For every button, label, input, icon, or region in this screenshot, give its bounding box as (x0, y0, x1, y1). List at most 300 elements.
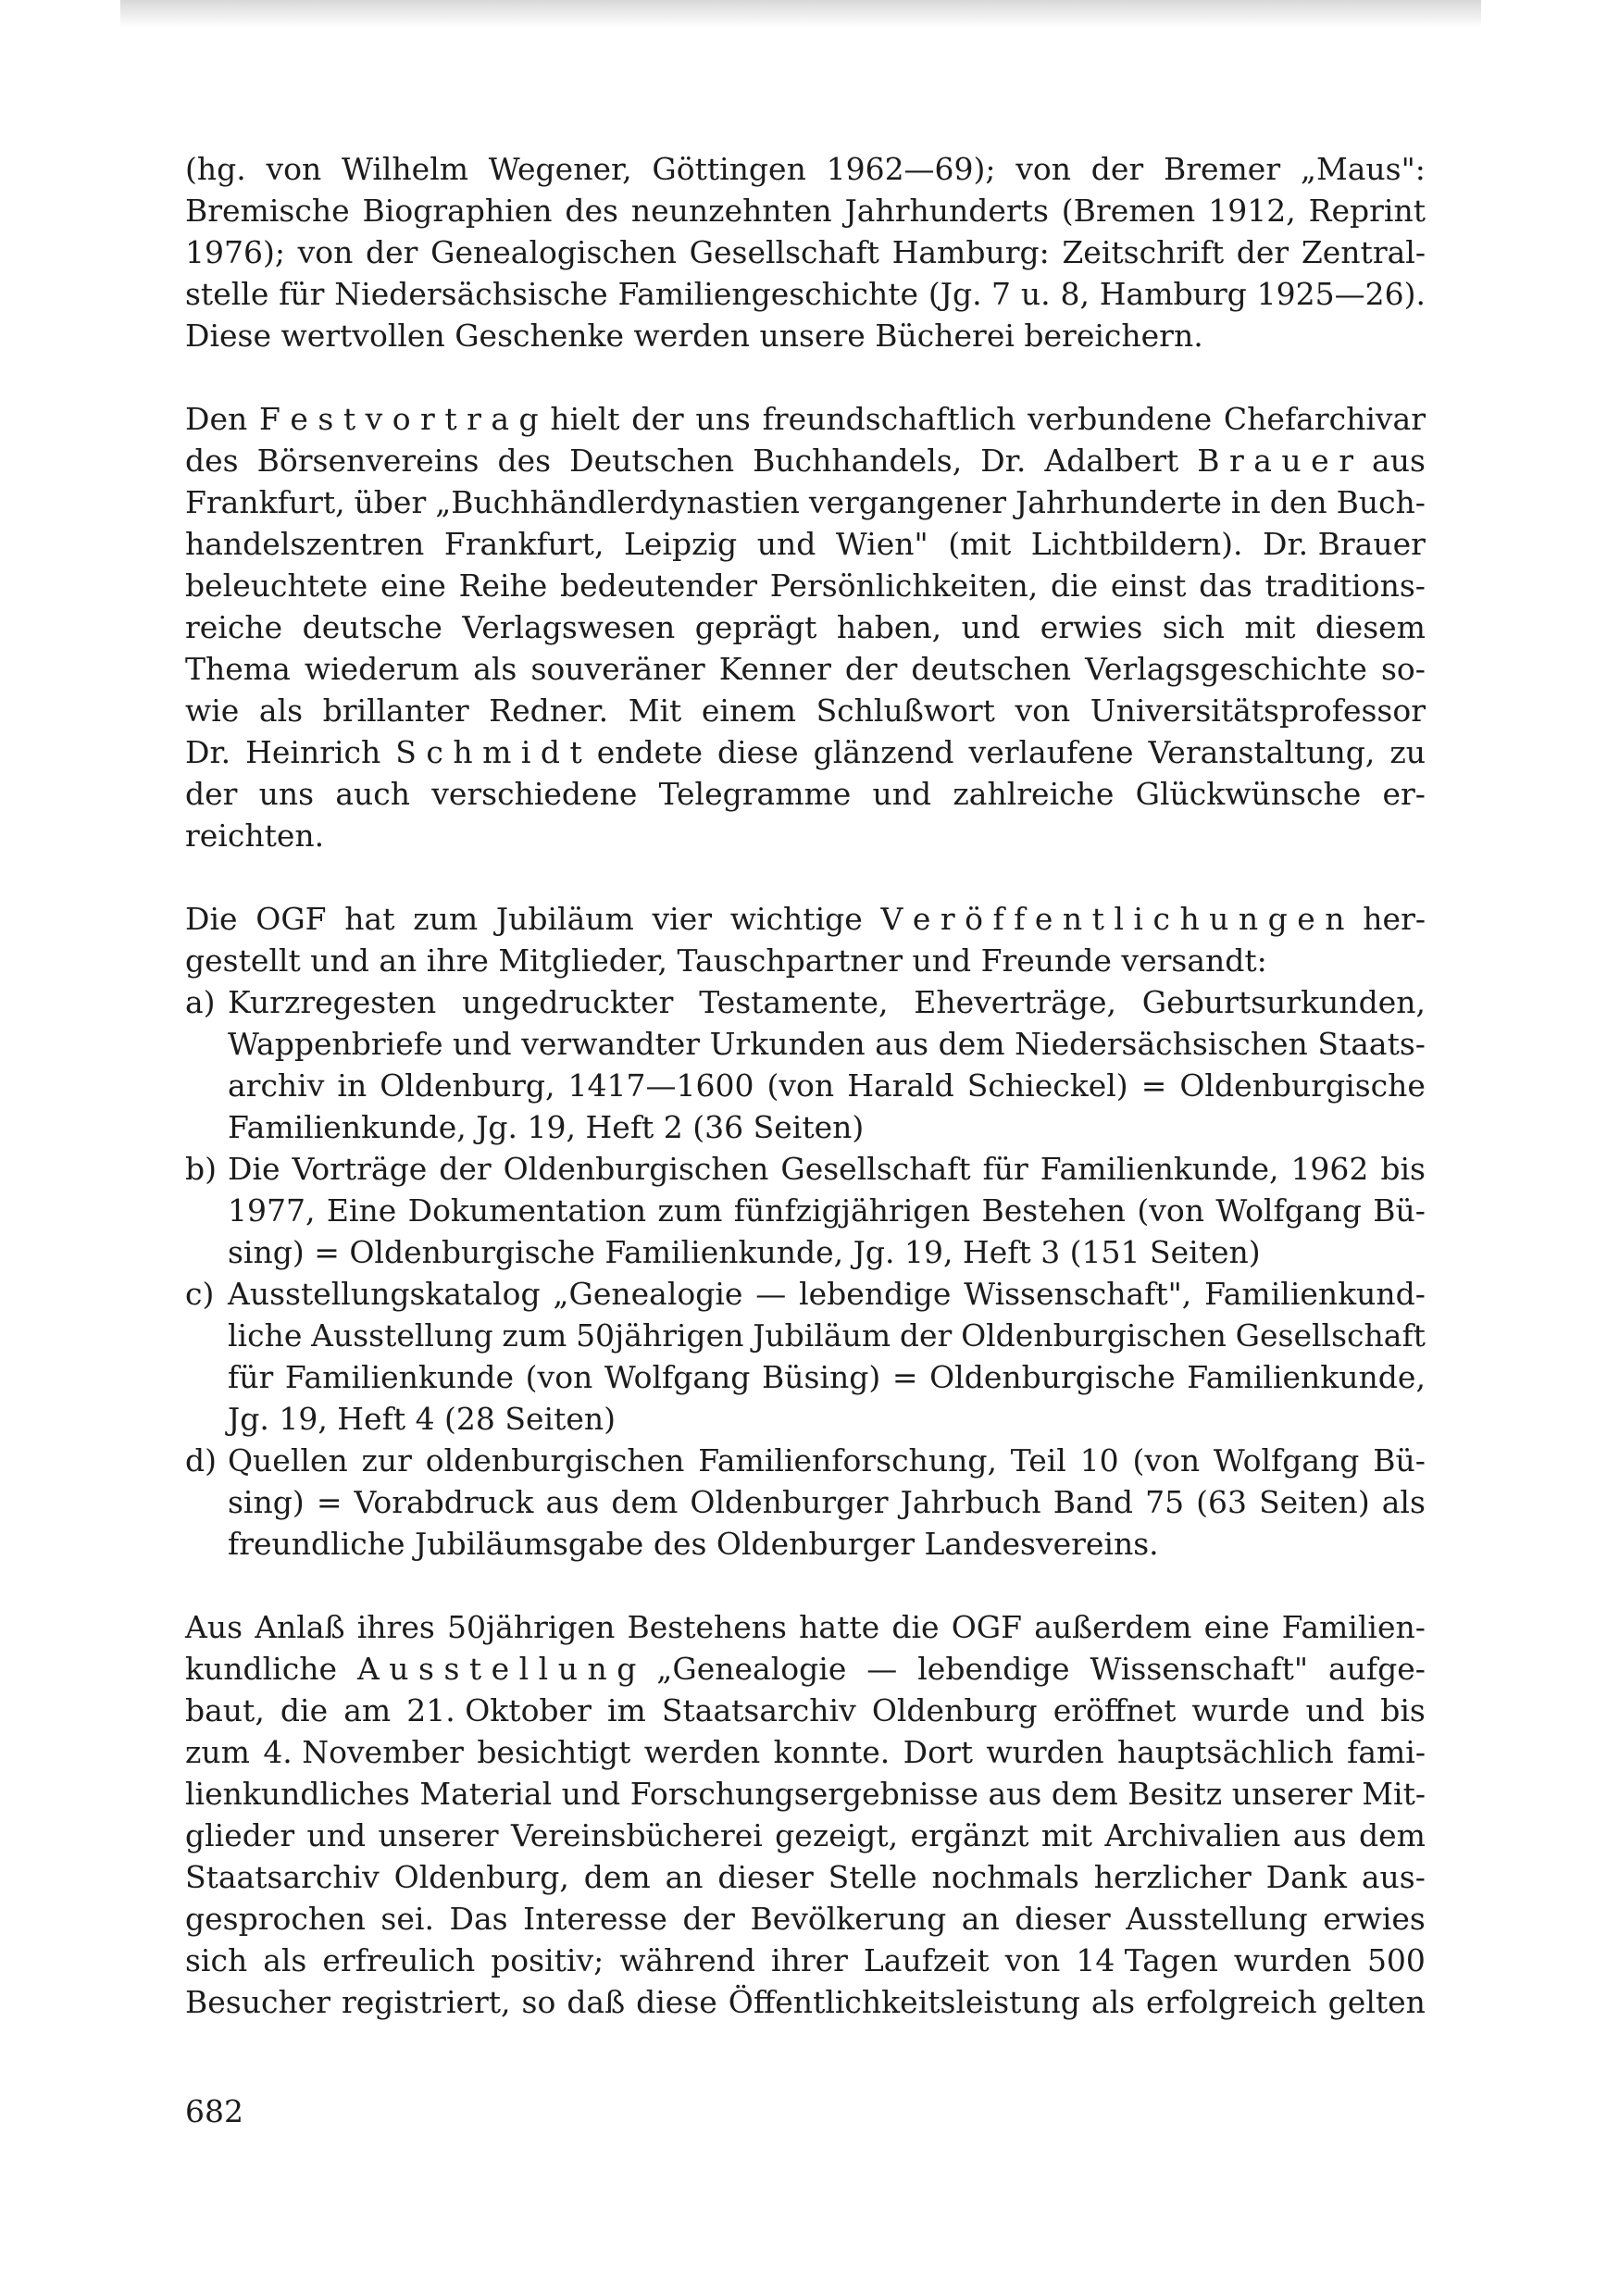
text-line (185, 1981, 1426, 2023)
word: für (228, 1359, 274, 1395)
word: Dr. Brauer (1263, 526, 1426, 562)
word: und (561, 1776, 621, 1812)
word: Wolfgang (604, 1359, 751, 1395)
word: Anlaß (255, 1609, 345, 1645)
word: — (755, 1276, 787, 1312)
text-line (185, 731, 1426, 773)
word: als (473, 651, 517, 687)
word: als (263, 1942, 307, 1978)
word: ergänzt (910, 1817, 1029, 1853)
word: Leipzig (623, 526, 738, 562)
word: bis (1380, 1151, 1426, 1187)
word: lebendige (917, 1651, 1070, 1687)
text-line (185, 231, 1426, 273)
text-line (185, 898, 1426, 940)
word: Mit- (1362, 1776, 1426, 1812)
word: erfreulich (322, 1942, 476, 1978)
word: Hamburg (1099, 276, 1247, 312)
word: als (1090, 1984, 1136, 2020)
word: freundschaftlich (762, 401, 1016, 437)
word: für (982, 1151, 1028, 1187)
word: hatte (799, 1609, 880, 1645)
word: diesem (1314, 609, 1426, 645)
word: 14 Tagen (1076, 1942, 1218, 1978)
word: Ausstellungskatalog (228, 1276, 541, 1312)
word: dem (611, 1484, 679, 1520)
word: Gesellschaft (689, 234, 879, 270)
word: herzlicher (1093, 1859, 1252, 1895)
word: sei. (380, 1901, 434, 1937)
word: bedeutender (559, 568, 758, 604)
word: Dort (903, 1734, 974, 1770)
word: hielt (550, 401, 620, 437)
text-line (185, 1690, 1426, 1731)
text-line (185, 440, 1426, 481)
word: = (891, 1359, 918, 1395)
word: Niedersächsischen (1015, 1026, 1308, 1062)
word: Redner. (489, 693, 609, 729)
word: Aus (185, 1609, 243, 1645)
word: OGF (951, 1609, 1023, 1645)
word: Teil (1010, 1442, 1066, 1479)
word: zahlreiche (953, 776, 1115, 812)
word: Testamente, (699, 984, 889, 1020)
word: erfolgreich (1146, 1984, 1317, 2020)
word: „Genealogie (656, 1651, 847, 1687)
word: beleuchtete (185, 568, 368, 604)
word: Chefarchivar (1223, 401, 1426, 437)
word: und (1305, 1692, 1365, 1728)
word: Eheverträge, (914, 984, 1116, 1020)
list-item (185, 1273, 1426, 1440)
word: Die (228, 1151, 280, 1187)
word: Bestehen (981, 1192, 1127, 1229)
word: Verlagsgeschichte (1085, 651, 1367, 687)
list-item-text (228, 1440, 1426, 1565)
word: Bremer (1163, 151, 1281, 187)
word: Verlagswesen (462, 609, 676, 645)
word: Wolfgang (1215, 1192, 1362, 1229)
word: baut, (185, 1692, 265, 1728)
word: von (297, 234, 354, 270)
word: Familienkunde (284, 1359, 515, 1395)
list-item-label: a) (185, 984, 216, 1020)
word: souveräner (530, 651, 705, 687)
word: archiv (228, 1067, 325, 1104)
word: zum (502, 1317, 567, 1354)
text-line (185, 1815, 1426, 1856)
word: während (619, 1942, 756, 1978)
word: Hamburg: (891, 234, 1050, 270)
text-line (185, 606, 1426, 648)
word: das (1199, 568, 1252, 604)
word: wurde (1191, 1692, 1290, 1728)
word: der (439, 1151, 492, 1187)
word: endete (596, 734, 703, 770)
word: außerdem (1034, 1609, 1192, 1645)
word: Gesellschaft (780, 1151, 971, 1187)
word: Familienkunde, (1187, 1359, 1426, 1395)
word: Universitätsprofessor (1090, 693, 1426, 729)
word: reiche (185, 609, 283, 645)
word: der (899, 1317, 953, 1354)
word: für (279, 276, 325, 312)
text-line (228, 1356, 1426, 1398)
word: Jubiläum (495, 901, 634, 937)
paragraph-gap (185, 356, 1426, 398)
word: ihres (356, 1609, 435, 1645)
word: „Maus": (1300, 151, 1426, 187)
word: Buchhandels, (753, 443, 963, 479)
word: sich (1162, 609, 1225, 645)
word: des (497, 443, 552, 479)
word: Bevölkerung (750, 1901, 947, 1937)
word: eine (1203, 1609, 1270, 1645)
word: Seiten) (1259, 1484, 1370, 1520)
word: fami- (1347, 1734, 1426, 1770)
text-line (185, 565, 1426, 606)
scan-edge-shadow (120, 0, 1481, 28)
word: dem (1359, 1817, 1426, 1853)
word: 21. Oktober (406, 1692, 592, 1728)
word: unserer (1231, 1776, 1352, 1812)
word: an (665, 1859, 704, 1895)
word: Reihe (458, 568, 548, 604)
word: registriert, (341, 1984, 511, 2020)
word: zum (413, 901, 479, 937)
word: traditions- (1264, 568, 1426, 604)
word: zum (185, 1734, 250, 1770)
word: haben, (836, 609, 942, 645)
word: von (1015, 151, 1072, 187)
word: „Genealogie (553, 1276, 743, 1312)
word: Reprint (1308, 193, 1426, 229)
word: 10 (1079, 1442, 1119, 1479)
word: (von (1132, 1442, 1201, 1479)
word: Vorabdruck (354, 1484, 534, 1520)
word: glänzend (813, 734, 954, 770)
list-item-text (228, 1148, 1426, 1273)
word: A u s s t e l l u n g (356, 1651, 637, 1687)
word: werden (643, 1734, 761, 1770)
word: besichtigt (477, 1734, 631, 1770)
word: Göttingen (652, 151, 806, 187)
word: der (682, 1901, 735, 1937)
list-item-label: c) (185, 1276, 215, 1312)
word: und (453, 1026, 512, 1062)
word: konnte. (773, 1734, 891, 1770)
word: wurden (1233, 1942, 1352, 1978)
word: vergangener (808, 484, 1007, 520)
word: Laufzeit (863, 1942, 990, 1978)
word: Vorträge (292, 1151, 428, 1187)
text-line (185, 773, 1426, 815)
word: nochmals (931, 1859, 1079, 1895)
word: der (631, 401, 684, 437)
word: erwies (1040, 609, 1143, 645)
word: geprägt (694, 609, 817, 645)
word: neunzehnten (630, 193, 832, 229)
word: Oldenburg, (380, 1067, 555, 1104)
word: die (280, 1692, 329, 1728)
word: Adalbert (1044, 443, 1179, 479)
word: Glückwünsche (1135, 776, 1362, 812)
text-line: gestellt und an ihre Mitglieder, Tauschpartner und Freunde versandt: (185, 942, 1267, 979)
word: Niedersächsische (334, 276, 608, 312)
word: verwandter (521, 1026, 701, 1062)
word: Harald (847, 1067, 954, 1104)
word: positiv; (491, 1942, 604, 1978)
text-line (185, 190, 1426, 231)
word: über (354, 484, 427, 520)
word: Bremische (185, 193, 350, 229)
word: Band (1053, 1484, 1134, 1520)
word: gesprochen (185, 1901, 366, 1937)
word: Öffentlichkeitsleistung (728, 1984, 1080, 2020)
word: dieser (717, 1859, 814, 1895)
word: 1912, (1208, 193, 1296, 229)
word: Wappenbriefe (228, 1026, 443, 1062)
list-item-text (228, 981, 1426, 1148)
word: (Jg. 7 (928, 276, 1012, 312)
word: Telegramme (658, 776, 852, 812)
list-item (185, 981, 1426, 1148)
word: Lichtbildern). (1030, 526, 1243, 562)
word: Biographien (362, 193, 553, 229)
list-item-text (228, 1273, 1426, 1440)
text-line (228, 981, 1426, 1023)
word: Stelle (828, 1859, 917, 1895)
word: (63 (1196, 1484, 1248, 1520)
word: uns (695, 401, 751, 437)
list-item (185, 1148, 1426, 1273)
word: zum (657, 1192, 723, 1229)
paragraph-publications (185, 148, 1426, 356)
word: V e r ö f f e n t l i c h u n g e n (880, 901, 1345, 937)
word: 1962 (1290, 1151, 1369, 1187)
word: Thema (185, 651, 291, 687)
word: von (1015, 693, 1071, 729)
word: uns (258, 776, 315, 812)
text-line (228, 1315, 1426, 1356)
word: stelle (185, 276, 269, 312)
word: Wolfgang (1213, 1442, 1360, 1479)
text-line: reichten. (185, 817, 325, 854)
word: (hg. (185, 151, 246, 187)
word: wiederum (304, 651, 460, 687)
word: brillanter (322, 693, 469, 729)
word: daß (567, 1984, 626, 2020)
word: Kurzregesten (228, 984, 437, 1020)
word: verlaufene (968, 734, 1134, 770)
word: des (565, 193, 618, 229)
word: Familien- (1281, 1609, 1426, 1645)
word: als (258, 693, 304, 729)
word: mit (1040, 1817, 1092, 1853)
word: Eine (326, 1192, 397, 1229)
text-line (228, 1481, 1426, 1523)
text-line (185, 1856, 1426, 1898)
word: Jahrhunderts (844, 193, 1049, 229)
word: (von (766, 1067, 835, 1104)
word: 1925—26). (1256, 276, 1426, 312)
word: sing) (228, 1484, 305, 1520)
text-line (185, 1731, 1426, 1773)
word: Heinrich (245, 734, 381, 770)
word: F e s t v o r t r a g (258, 401, 539, 437)
list-item-label: b) (185, 1151, 217, 1187)
word: fünfzigjährigen (733, 1192, 971, 1229)
word: Oldenburger (690, 1484, 889, 1520)
word: mit (1244, 609, 1296, 645)
word: Archivalien (1104, 1817, 1281, 1853)
word: lebendige (799, 1276, 952, 1312)
word: deutsche (302, 609, 442, 645)
list-item-label: d) (185, 1442, 217, 1479)
word: Staatsarchiv (185, 1859, 380, 1895)
word: glieder (185, 1817, 295, 1853)
word: des (185, 443, 239, 479)
word: aus- (1361, 1859, 1426, 1895)
word: lienkundliches (185, 1776, 410, 1812)
text-line (185, 648, 1426, 690)
word: liche (228, 1317, 303, 1354)
word: Bestehens (627, 1609, 787, 1645)
text-line (185, 148, 1426, 190)
word: Urkunden (709, 1026, 866, 1062)
word: Forschungsergebnisse (629, 1776, 978, 1812)
word: Bü- (1373, 1192, 1426, 1229)
word: aus (988, 1776, 1042, 1812)
word: Oldenburgischen (961, 1317, 1227, 1354)
word: aus (545, 1484, 600, 1520)
page-number: 682 (185, 2093, 243, 2129)
word: einst (1110, 568, 1187, 604)
word: = (1140, 1067, 1167, 1104)
text-line (228, 1190, 1426, 1231)
word: Ausstellung (311, 1317, 493, 1354)
text-line (185, 273, 1426, 315)
word: Das (449, 1901, 508, 1937)
text-line (228, 1273, 1426, 1315)
word: Familienkunde, (1040, 1151, 1279, 1187)
word: und (756, 526, 816, 562)
word: Dokumentation (407, 1192, 647, 1229)
word: eröffnet (1053, 1692, 1177, 1728)
word: so (521, 1984, 556, 2020)
word: Schieckel) (966, 1067, 1128, 1104)
word: im (606, 1692, 646, 1728)
word: aus (1372, 443, 1426, 479)
text-line (185, 1648, 1426, 1690)
word: in (337, 1067, 367, 1104)
word: wie (185, 693, 240, 729)
word: Staats- (1317, 1026, 1426, 1062)
word: wichtige (729, 901, 863, 937)
word: auch (335, 776, 410, 812)
word: oldenburgischen (425, 1442, 685, 1479)
word: Familiengeschichte (617, 276, 919, 312)
word: ihrer (771, 1942, 848, 1978)
word: 1976); (185, 234, 285, 270)
word: und (872, 776, 932, 812)
word: Dr. (185, 734, 231, 770)
word: Oldenburgische (1179, 1067, 1426, 1104)
word: diese (716, 734, 799, 770)
word: Jahrbuch (900, 1484, 1041, 1520)
word: die (1050, 568, 1099, 604)
text-line (185, 1898, 1426, 1940)
word: Gesellschaft (1235, 1317, 1426, 1354)
word: (Bremen (1061, 193, 1196, 229)
word: Persönlichkeiten, (769, 568, 1039, 604)
word: dieser (1015, 1901, 1111, 1937)
word: Veranstaltung, (1148, 734, 1376, 770)
list-item (185, 1440, 1426, 1565)
word: 8, (1060, 276, 1090, 312)
word: Besucher (185, 1984, 331, 2020)
word: (von (1137, 1192, 1205, 1229)
word: S c h m i d t (395, 734, 582, 770)
word: bis (1380, 1692, 1426, 1728)
word: Frankfurt, (185, 484, 345, 520)
text-line: Diese wertvollen Geschenke werden unsere Bücherei bereichern. (185, 318, 1203, 354)
word: Interesse (523, 1901, 667, 1937)
word: Genealogischen (430, 234, 678, 270)
word: (mit (948, 526, 1012, 562)
word: zu (1389, 734, 1426, 770)
word: Wegener, (488, 151, 632, 187)
word: so- (1380, 651, 1426, 687)
text-line (185, 523, 1426, 565)
word: verschiedene (431, 776, 638, 812)
word: 1977, (228, 1192, 316, 1229)
word: an (961, 1901, 1000, 1937)
word: und (306, 1817, 367, 1853)
text-line (228, 1065, 1426, 1106)
word: unserer (378, 1817, 499, 1853)
word: Bü- (1373, 1442, 1426, 1479)
word: verbundene (1028, 401, 1213, 437)
text-line (185, 481, 1426, 523)
word: Büsing) (762, 1359, 881, 1395)
word: aus (1292, 1817, 1347, 1853)
word: — (866, 1651, 898, 1687)
word: der (1090, 151, 1144, 187)
word: der (1236, 234, 1289, 270)
text-line (228, 1440, 1426, 1481)
word: Familienforschung, (698, 1442, 997, 1479)
word: Dr. (980, 443, 1027, 479)
word: 500 (1366, 1942, 1426, 1978)
word: erwies (1323, 1901, 1426, 1937)
word: vier (652, 901, 713, 937)
word: Material (419, 1776, 553, 1812)
word: ungedruckter (462, 984, 674, 1020)
word: gelten (1327, 1984, 1426, 2020)
word: Dank (1265, 1859, 1348, 1895)
word: 4. November (263, 1734, 464, 1770)
word: (von (525, 1359, 593, 1395)
word: Die (185, 901, 238, 937)
word: Frankfurt, (443, 526, 604, 562)
word: 1417—1600 (567, 1067, 754, 1104)
text-line: Familienkunde, Jg. 19, Heft 2 (36 Seiten) (228, 1109, 865, 1145)
word: Buch- (1336, 484, 1426, 520)
text-line: freundliche Jubiläumsgabe des Oldenburger Landesvereins. (228, 1526, 1159, 1562)
text-line (185, 1940, 1426, 1981)
word: in (1230, 484, 1261, 520)
